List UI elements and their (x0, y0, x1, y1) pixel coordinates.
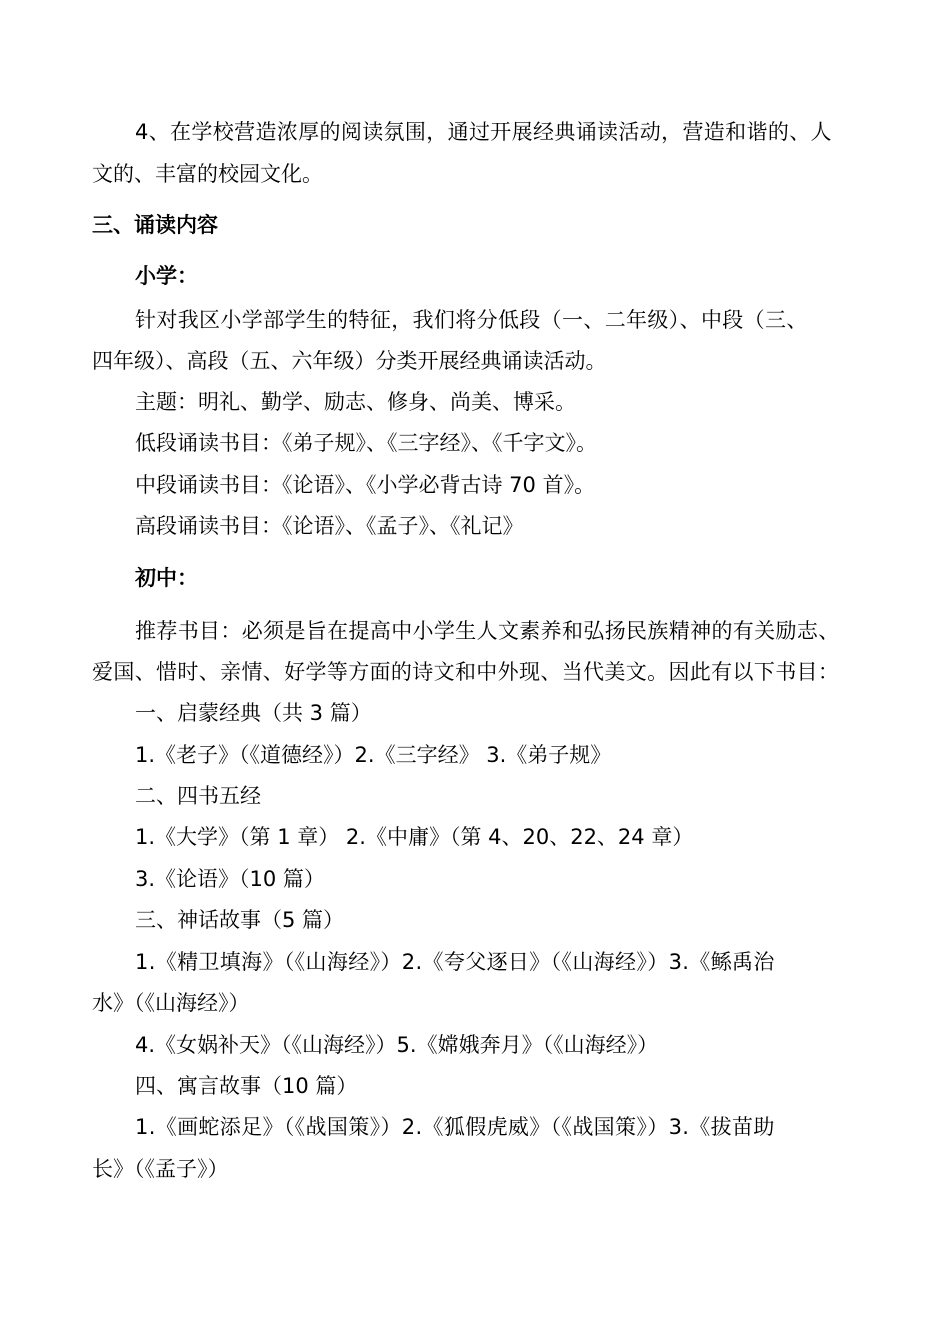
list-enlightenment: 1.《老子》（《道德经》）2.《三字经》 3.《弟子规》 (135, 743, 612, 767)
category-fables: 四、寓言故事（10 篇） (135, 1074, 358, 1098)
paragraph-goal-4-cont: 文的、丰富的校园文化。 (92, 162, 323, 186)
list-myths-1-cont: 水》（《山海经》） (92, 991, 250, 1015)
list-myths-2: 4.《女娲补天》（《山海经》）5.《嫦娥奔月》（《山海经》） (135, 1033, 659, 1057)
list-classics-1: 1.《大学》（第 1 章） 2.《中庸》（第 4、20、22、24 章） (135, 825, 694, 849)
paragraph-goal-4: 4、在学校营造浓厚的阅读氛围，通过开展经典诵读活动，营造和谐的、人 (135, 120, 832, 144)
list-fables-1: 1.《画蛇添足》（《战国策》）2.《狐假虎威》（《战国策》）3.《拔苗助 (135, 1115, 775, 1139)
high-grade-books: 高段诵读书目：《论语》、《孟子》、《礼记》 (135, 514, 524, 538)
list-classics-2: 3.《论语》（10 篇） (135, 867, 325, 891)
category-enlightenment: 一、启蒙经典（共 3 篇） (135, 701, 372, 725)
section-heading-content: 三、诵读内容 (92, 213, 218, 237)
paragraph-primary-intro-cont: 四年级）、高段（五、六年级）分类开展经典诵读活动。 (92, 349, 607, 373)
theme-line: 主题：明礼、勤学、励志、修身、尚美、博采。 (135, 390, 576, 414)
category-myths: 三、神话故事（5 篇） (135, 908, 345, 932)
low-grade-books: 低段诵读书目：《弟子规》、《三字经》、《千字文》。 (135, 431, 597, 455)
mid-grade-books: 中段诵读书目：《论语》、《小学必背古诗 70 首》。 (135, 473, 596, 497)
subheading-primary: 小学： (135, 264, 198, 288)
paragraph-primary-intro: 针对我区小学部学生的特征，我们将分低段（一、二年级）、中段（三、 (135, 308, 808, 332)
paragraph-recommended-cont: 爱国、惜时、亲情、好学等方面的诗文和中外现、当代美文。因此有以下书目： (92, 660, 840, 684)
category-classics: 二、四书五经 (135, 784, 261, 808)
paragraph-recommended: 推荐书目：必须是旨在提高中小学生人文素养和弘扬民族精神的有关励志、 (135, 619, 840, 643)
list-myths-1: 1.《精卫填海》（《山海经》）2.《夸父逐日》（《山海经》）3.《鲧禹治 (135, 950, 775, 974)
list-fables-1-cont: 长》（《孟子》） (92, 1157, 229, 1181)
subheading-junior: 初中： (135, 566, 198, 590)
